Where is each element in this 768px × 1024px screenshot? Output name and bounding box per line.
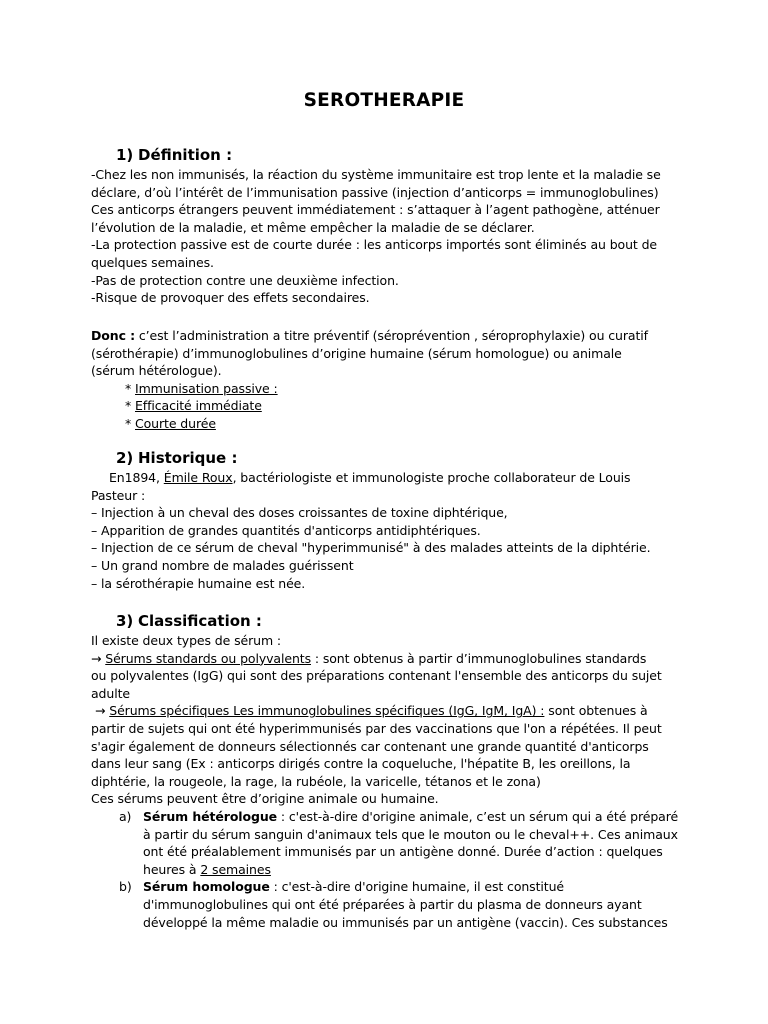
- text-line: [91, 702, 681, 720]
- text-line: partir de sujets qui ont été hyperimmunisés par des vaccinations que l'on a répétées. Il peut: [91, 720, 662, 736]
- serum-type-title: Sérums spécifiques Les immunoglobulines spécifiques (IgG, IgM, IgA) :: [109, 703, 545, 719]
- list-item-text: heures à: [143, 861, 201, 877]
- bullet-mark: *: [125, 398, 132, 414]
- text-line: [91, 650, 681, 668]
- emile-roux-link[interactable]: Émile Roux: [163, 470, 233, 485]
- list-item-heterologue: [91, 808, 681, 878]
- text-line: développé la même maladie ou immunisés par un antigène (vaccin). Ces substances: [143, 914, 668, 930]
- text-line: -Pas de protection contre une deuxième infection.: [91, 272, 399, 288]
- text-line: quelques semaines.: [91, 254, 214, 270]
- section-number: 3): [116, 612, 134, 630]
- text-line: -Chez les non immunisés, la réaction du système immunitaire est trop lente et la maladie se: [91, 167, 661, 182]
- text-line: – Apparition de grandes quantités d'anticorps antidiphtériques.: [91, 522, 481, 538]
- text-line: [91, 327, 681, 345]
- intro-text: En1894,: [109, 470, 164, 485]
- classification-body: [91, 632, 681, 931]
- list-marker: a): [119, 808, 132, 824]
- text-line: (sérum hétérologue).: [91, 363, 222, 379]
- bullet-item: [91, 415, 681, 433]
- duration-text: 2 semaines: [200, 861, 271, 877]
- bullet-text: Efficacité immédiate: [135, 398, 262, 414]
- text-line: à partir du sérum sanguin d'animaux tels que le mouton ou le cheval++. Ces animaux: [143, 826, 678, 842]
- text-line: – Injection de ce sérum de cheval "hyperimmunisé" à des malades atteints de la diphtérie.: [91, 540, 651, 556]
- historique-body: [91, 469, 681, 592]
- bullet-item: [91, 380, 681, 398]
- serum-type-text: sont obtenues à: [544, 703, 648, 719]
- text-line: déclare, d’où l’intérêt de l’immunisation passive (injection d’anticorps = immunoglobulines): [91, 184, 659, 200]
- text-line: s'agir également de donneurs sélectionnés car contenant une grande quantité d'anticorps: [91, 738, 649, 754]
- section-number: 1): [116, 146, 134, 164]
- text-line: ou polyvalentes (IgG) qui sont des préparations contenant l'ensemble des anticorps du sujet: [91, 668, 662, 684]
- text-line: Ces sérums peuvent être d’origine animale ou humaine.: [91, 791, 439, 807]
- list-marker: b): [119, 879, 132, 895]
- definition-body: [91, 166, 681, 307]
- list-item-label: Sérum homologue: [143, 879, 270, 895]
- section-heading-historique: [116, 449, 237, 467]
- arrow-icon: →: [91, 650, 102, 666]
- text-line: dans leur sang (Ex : anticorps dirigés contre la coqueluche, l'hépatite B, les oreillons, la: [91, 756, 631, 772]
- text-line: (sérothérapie) d’immunoglobulines d’origine humaine (sérum homologue) ou animale: [91, 345, 622, 361]
- section-title: Classification :: [138, 612, 262, 630]
- section-title: Définition :: [138, 146, 233, 164]
- bullet-mark: *: [125, 380, 132, 396]
- serum-type-text: : sont obtenus à partir d’immunoglobulines standards: [310, 650, 647, 666]
- text-line: – la sérothérapie humaine est née.: [91, 575, 306, 591]
- section-heading-classification: [116, 612, 262, 630]
- section-title: Historique :: [138, 449, 238, 467]
- text-line: -La protection passive est de courte durée : les anticorps importés sont éliminés au bout de: [91, 237, 658, 253]
- bullet-text: Courte durée: [135, 415, 216, 431]
- text-line: -Risque de provoquer des effets secondaires.: [91, 290, 370, 306]
- text-line: Pasteur :: [91, 487, 146, 503]
- text-line: Ces anticorps étrangers peuvent immédiatement : s’attaquer à l’agent pathogène, atténuer: [91, 202, 660, 218]
- text-line: d'immunoglobulines qui ont été préparées à partir du plasma de donneurs ayant: [143, 896, 642, 912]
- text-line: diphtérie, la rougeole, la rage, la rubéole, la varicelle, tétanos et le zona): [91, 773, 541, 789]
- text-line: ont été préalablement immunisés par un antigène donné. Durée d’action : quelques: [143, 844, 663, 860]
- list-item-text: : c'est-à-dire d'origine humaine, il est constitué: [269, 879, 564, 895]
- donc-paragraph: [91, 327, 681, 433]
- bullet-item: [91, 397, 681, 415]
- text-line: [91, 469, 681, 487]
- list-item-label: Sérum hétérologue: [143, 808, 277, 824]
- list-item-text: : c'est-à-dire d'origine animale, c’est un sérum qui a été préparé: [277, 808, 679, 824]
- text-line: Il existe deux types de sérum :: [91, 633, 282, 648]
- serum-type-title: Sérums standards ou polyvalents: [105, 650, 311, 666]
- text-line: – Injection à un cheval des doses croissantes de toxine diphtérique,: [91, 505, 508, 521]
- section-heading-definition: [116, 146, 232, 164]
- page-title: SEROTHERAPIE: [303, 90, 465, 111]
- text-line: l’évolution de la maladie, et même empêcher la maladie de se déclarer.: [91, 219, 535, 235]
- list-item-homologue: [91, 878, 681, 931]
- arrow-icon: →: [95, 703, 106, 719]
- bullet-mark: *: [125, 415, 132, 431]
- donc-label: Donc :: [91, 328, 136, 343]
- section-number: 2): [116, 449, 134, 467]
- text-line: [143, 878, 681, 896]
- text-line: – Un grand nombre de malades guérissent: [91, 557, 354, 573]
- text-line: [143, 808, 681, 826]
- text-line: adulte: [91, 685, 130, 701]
- donc-text: c’est l’administration a titre préventif (séroprévention , séroprophylaxie) ou curatif: [135, 328, 648, 343]
- bullet-text: Immunisation passive :: [135, 380, 278, 396]
- intro-text: , bactériologiste et immunologiste proche collaborateur de Louis: [232, 470, 631, 485]
- text-line: [143, 861, 681, 879]
